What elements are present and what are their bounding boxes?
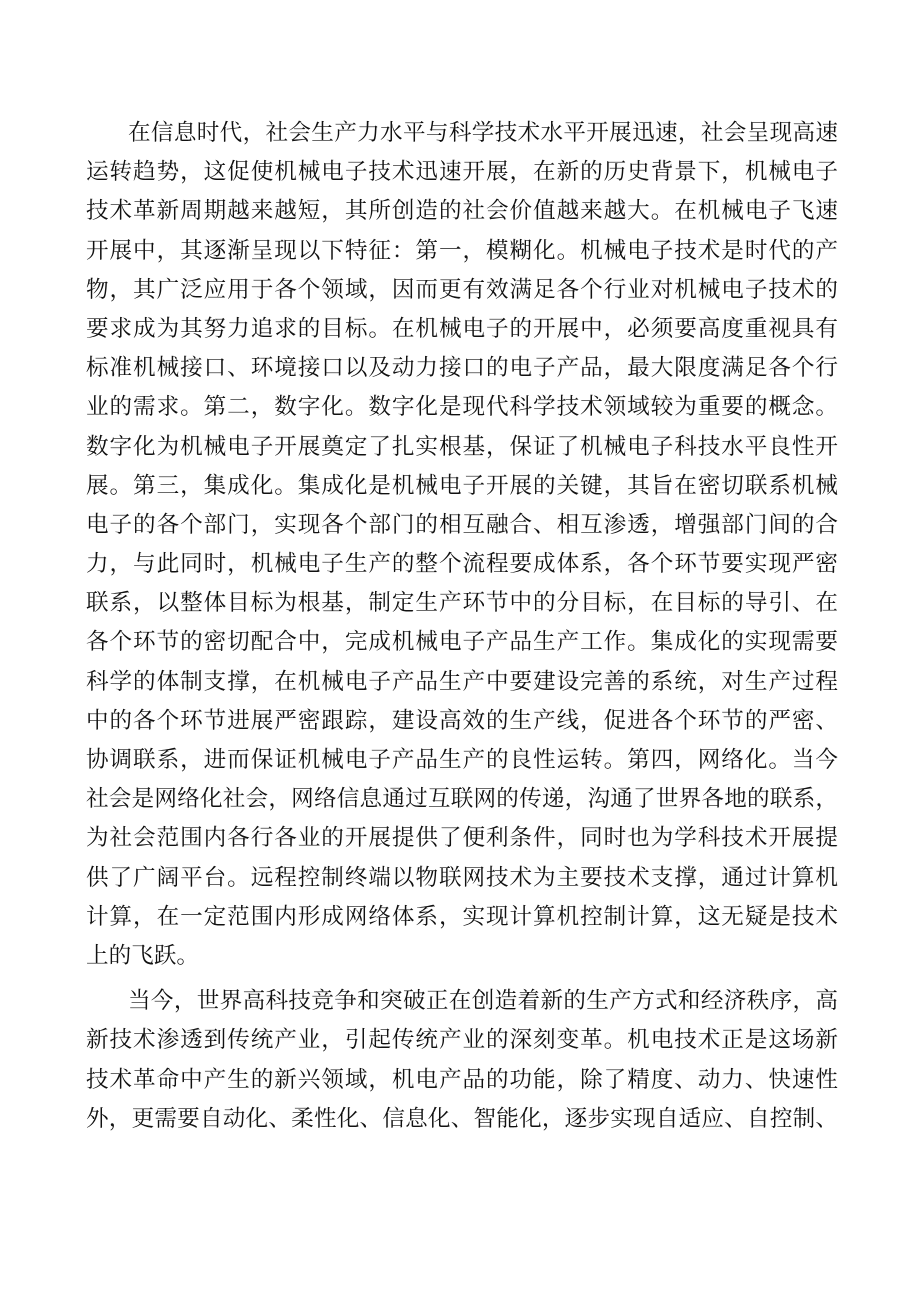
text-line: 力，与此同时，机械电子生产的整个流程要成体系，各个环节要实现严密: [86, 551, 838, 578]
text-line: 在信息时代，社会生产力水平与科学技术水平开展迅速，社会呈现高速: [128, 120, 838, 146]
paragraph-2: [86, 982, 838, 1139]
paragraph-1: [86, 114, 838, 976]
text-line: 为社会范围内各行各业的开展提供了便利条件，同时也为学科技术开展提: [86, 825, 838, 852]
text-line: 社会是网络化社会，网络信息通过互联网的传递，沟通了世界各地的联系，: [86, 786, 838, 813]
text-line: 技术革命中产生的新兴领域，机电产品的功能，除了精度、动力、快速性: [86, 1066, 838, 1093]
body-text: [86, 114, 838, 1139]
text-line: 数字化为机械电子开展奠定了扎实根基，保证了机械电子科技水平良性开: [86, 433, 838, 460]
text-line: 物，其广泛应用于各个领域，因而更有效满足各个行业对机械电子技术的: [86, 276, 838, 303]
text-line: 外，更需要自动化、柔性化、信息化、智能化，逐步实现自适应、自控制、: [86, 1105, 838, 1132]
text-line: 标准机械接口、环境接口以及动力接口的电子产品，最大限度满足各个行: [86, 355, 838, 382]
text-line: 开展中，其逐渐呈现以下特征：第一，模糊化。机械电子技术是时代的产: [86, 237, 838, 264]
text-line: 科学的体制支撑，在机械电子产品生产中要建设完善的系统，对生产过程: [86, 668, 838, 695]
text-line: 业的需求。第二，数字化。数字化是现代科学技术领域较为重要的概念。: [86, 394, 838, 421]
text-line: 上的飞跃。: [86, 942, 199, 969]
text-line: 新技术渗透到传统产业，引起传统产业的深刻变革。机电技术正是这场新: [86, 1027, 838, 1054]
text-line: 运转趋势，这促使机械电子技术迅速开展，在新的历史背景下，机械电子: [86, 159, 838, 186]
text-line: 技术革新周期越来越短，其所创造的社会价值越来越大。在机械电子飞速: [86, 198, 838, 225]
text-line: 要求成为其努力追求的目标。在机械电子的开展中，必须要高度重视具有: [86, 315, 838, 342]
text-line: 展。第三，集成化。集成化是机械电子开展的关键，其旨在密切联系机械: [86, 472, 838, 499]
text-line: 联系，以整体目标为根基，制定生产环节中的分目标，在目标的导引、在: [86, 590, 838, 617]
text-line: 供了广阔平台。远程控制终端以物联网技术为主要技术支撑，通过计算机: [86, 864, 838, 891]
text-line: 协调联系，进而保证机械电子产品生产的良性运转。第四，网络化。当今: [86, 747, 838, 773]
text-line: 电子的各个部门，实现各个部门的相互融合、相互渗透，增强部门间的合: [86, 511, 838, 538]
text-line: 中的各个环节进展严密跟踪，建设高效的生产线，促进各个环节的严密、: [86, 707, 838, 734]
text-line: 当今，世界高科技竞争和突破正在创造着新的生产方式和经济秩序，高: [128, 988, 838, 1015]
text-line: 计算，在一定范围内形成网络体系，实现计算机控制计算，这无疑是技术: [86, 903, 838, 930]
text-line: 各个环节的密切配合中，完成机械电子产品生产工作。集成化的实现需要: [86, 629, 838, 656]
